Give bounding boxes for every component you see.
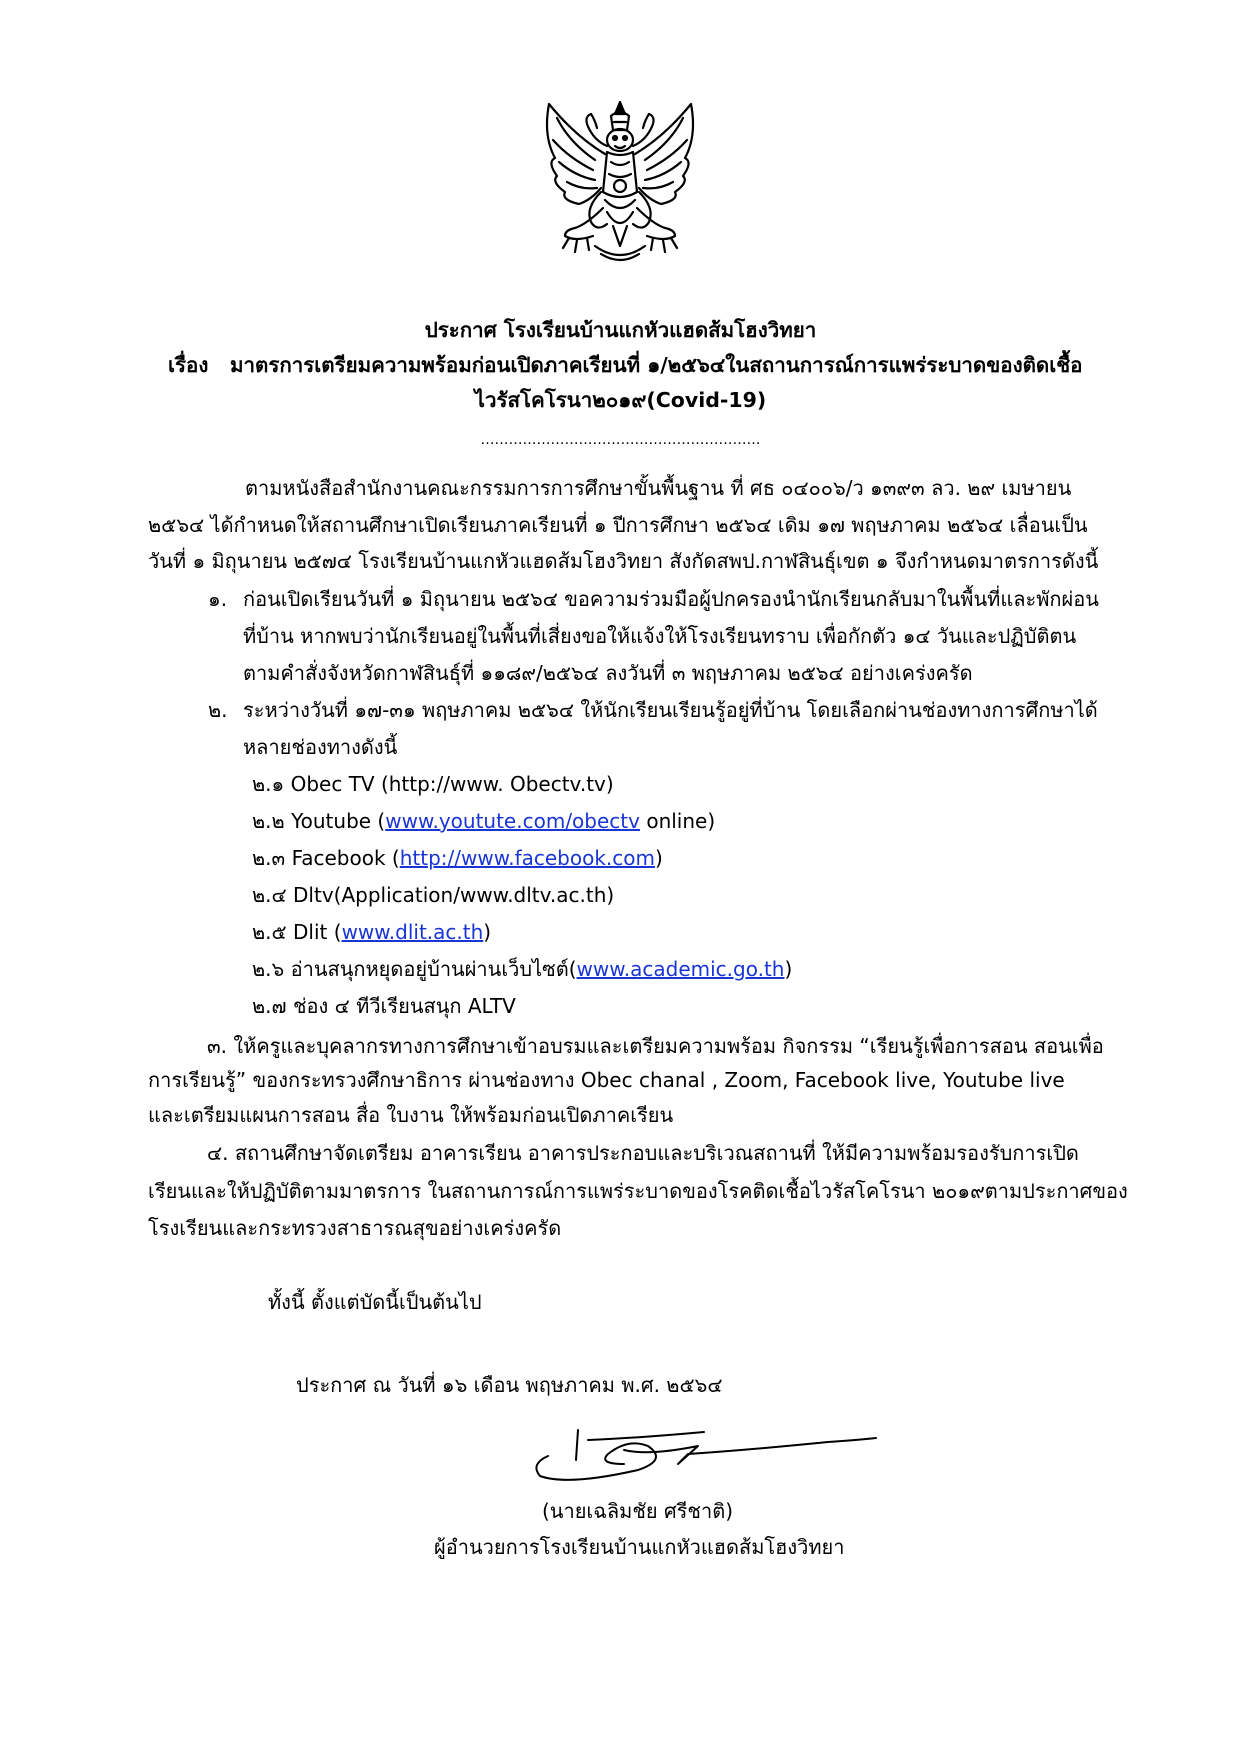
item1-line-3: ตามคำสั่งจังหวัดกาฬสินธุ์ที่ ๑๑๘๙/๒๕๖๔ ลงวันที่ ๓ พฤษภาคม ๒๕๖๔ อย่างเคร่งครัด <box>243 661 973 685</box>
item2-line-2: หลายช่องทางดังนี้ <box>243 735 398 759</box>
channel-youtube: ๒.๒ Youtube (www.youtute.com/obectv online) <box>252 809 716 833</box>
channel-altv: ๒.๗ ช่อง ๔ ทีวีเรียนสนุก ALTV <box>252 994 516 1018</box>
item3-line-2: การเรียนรู้” ของกระทรวงศึกษาธิการ ผ่านช่องทาง Obec chanal , Zoom, Facebook live, Youtube live <box>148 1068 1065 1092</box>
item3-line-1: ๓. ให้ครูและบุคลากรทางการศึกษาเข้าอบรมและเตรียมความพร้อม กิจกรรม “เรียนรู้เพื่อการสอน สอนเพื่อ <box>207 1034 1104 1058</box>
channel-obec-tv: ๒.๑ Obec TV (http://www. Obectv.tv) <box>252 772 614 796</box>
separator: …………………………………………………… <box>480 432 761 448</box>
garuda-emblem-icon <box>535 96 705 268</box>
item4-line-2: เรียนและให้ปฏิบัติตามมาตรการ ในสถานการณ์การแพร่ระบาดของโรคติดเชื้อไวรัสโคโรนา ๒๐๑๙ตามประกาศของ <box>148 1179 1128 1203</box>
intro-line-1: ตามหนังสือสำนักงานคณะกรรมการการศึกษาขั้นพื้นฐาน ที่ ศธ ๐๔๐๐๖/ว ๑๓๙๓ ลว. ๒๙ เมษายน <box>245 476 1072 500</box>
item4-line-1: ๔. สถานศึกษาจัดเตรียม อาคารเรียน อาคารประกอบและบริเวณสถานที่ ให้มีความพร้อมรองรับการเปิด <box>207 1141 1079 1165</box>
signer-position: ผู้อำนวยการโรงเรียนบ้านแกหัวแฮดส้มโฮงวิทยา <box>434 1535 845 1559</box>
youtube-link[interactable]: www.youtute.com/obectv <box>385 809 640 833</box>
channel-facebook: ๒.๓ Facebook (http://www.facebook.com) <box>252 846 663 870</box>
signature-mark <box>528 1420 878 1492</box>
subject-line-1: มาตรการเตรียมความพร้อมก่อนเปิดภาคเรียนที่ ๑/๒๕๖๔ในสถานการณ์การแพร่ระบาดของติดเชื้อ <box>230 353 1083 377</box>
item4-line-3: โรงเรียนและกระทรวงสาธารณสุขอย่างเคร่งครัด <box>148 1216 562 1240</box>
signer-name: (นายเฉลิมชัย ศรีชาติ) <box>542 1499 734 1523</box>
announcement-title: ประกาศ โรงเรียนบ้านแกหัวแฮดส้มโฮงวิทยา <box>424 318 817 342</box>
intro-line-3: วันที่ ๑ มิถุนายน ๒๕๗๔ โรงเรียนบ้านแกหัวแฮดส้มโฮงวิทยา สังกัดสพป.กาฬสินธุ์เขต ๑ จึงกำหนดมาตรการดังนี้ <box>148 549 1099 573</box>
intro-line-2: ๒๕๖๔ ได้กำหนดให้สถานศึกษาเปิดเรียนภาคเรียนที่ ๑ ปีการศึกษา ๒๕๖๔ เดิม ๑๗ พฤษภาคม ๒๕๖๔ เลื่อนเป็น <box>148 513 1088 537</box>
subject-line-2: ไวรัสโคโรนา๒๐๑๙(Covid-19) <box>474 388 767 412</box>
effective-statement: ทั้งนี้ ตั้งแต่บัดนี้เป็นต้นไป <box>268 1290 482 1314</box>
channel-dlit: ๒.๕ Dlit (www.dlit.ac.th) <box>252 920 492 944</box>
channel-academic: ๒.๖ อ่านสนุกหยุดอยู่บ้านผ่านเว็บไซต์(www.academic.go.th) <box>252 957 793 981</box>
item2-number: ๒. <box>208 698 228 722</box>
channel-dltv: ๒.๔ Dltv(Application/www.dltv.ac.th) <box>252 883 615 907</box>
item3-line-3: และเตรียมแผนการสอน สื่อ ใบงาน ให้พร้อมก่อนเปิดภาคเรียน <box>148 1103 674 1127</box>
subject-label: เรื่อง <box>168 353 209 377</box>
facebook-link[interactable]: http://www.facebook.com <box>399 846 656 870</box>
announce-date: ประกาศ ณ วันที่ ๑๖ เดือน พฤษภาคม พ.ศ. ๒๕๖๔ <box>296 1373 723 1397</box>
dlit-link[interactable]: www.dlit.ac.th <box>341 920 484 944</box>
item2-line-1: ระหว่างวันที่ ๑๗-๓๑ พฤษภาคม ๒๕๖๔ ให้นักเรียนเรียนรู้อยู่ที่บ้าน โดยเลือกผ่านช่องทางการศึกษาได้ <box>243 698 1098 722</box>
item1-number: ๑. <box>208 587 228 611</box>
item1-line-1: ก่อนเปิดเรียนวันที่ ๑ มิถุนายน ๒๕๖๔ ขอความร่วมมือผู้ปกครองนำนักเรียนกลับมาในพื้นที่และพักผ่อน <box>243 587 1099 611</box>
academic-link[interactable]: www.academic.go.th <box>576 957 785 981</box>
item1-line-2: ที่บ้าน หากพบว่านักเรียนอยู่ในพื้นที่เสี่ยงขอให้แจ้งให้โรงเรียนทราบ เพื่อกักตัว ๑๔ วันและปฏิบัติตน <box>243 624 1077 648</box>
